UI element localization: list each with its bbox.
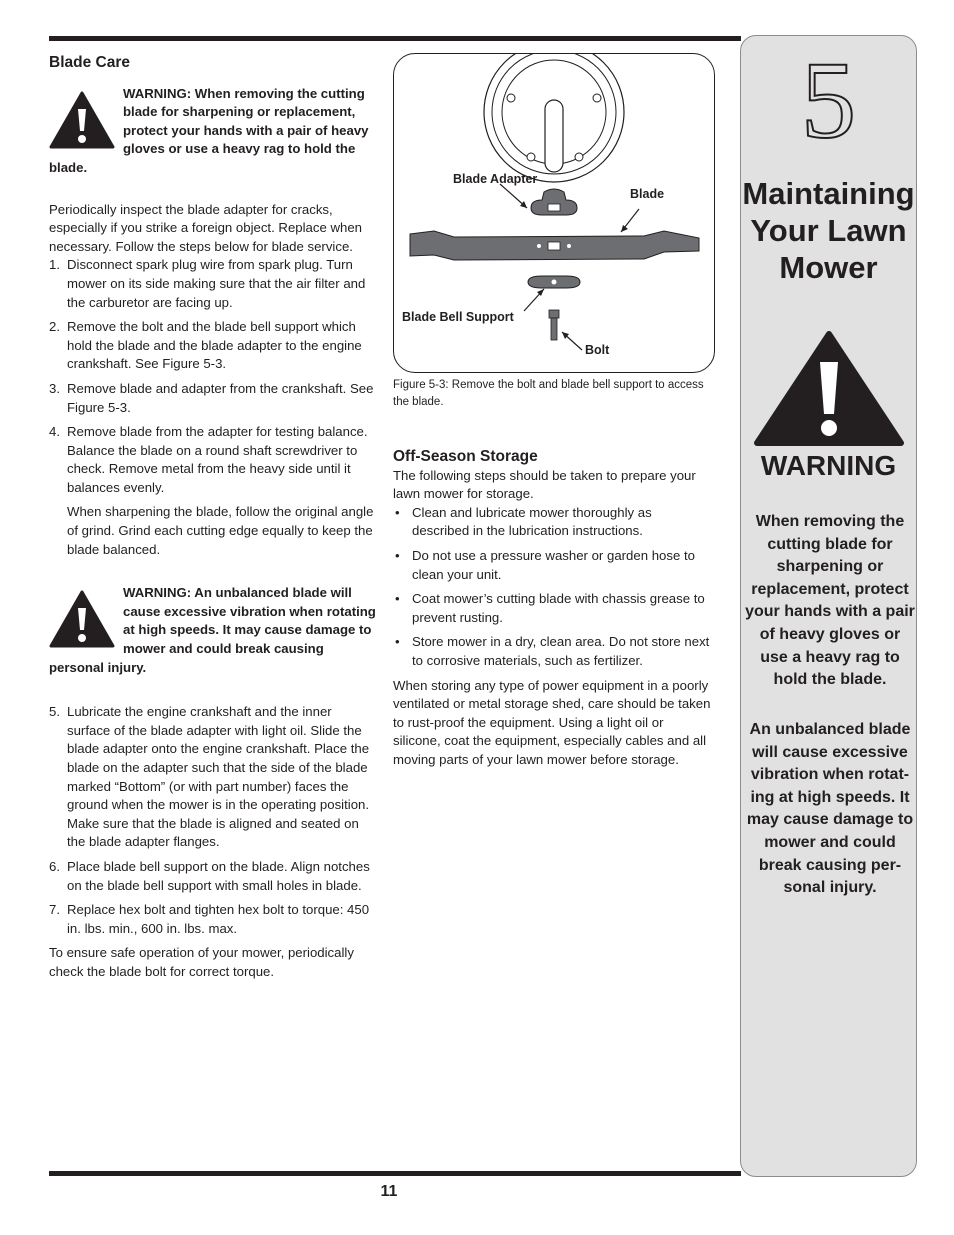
list-item xyxy=(49,901,377,938)
top-rule xyxy=(49,36,741,41)
blade-care-closing: To ensure safe operation of your mower, periodically check the blade bolt for correct torque. xyxy=(49,945,354,979)
chapter-title: Maintaining Your Lawn Mower xyxy=(742,176,915,285)
label-blade: Blade xyxy=(630,187,665,201)
figure-caption: Figure 5-3: Remove the bolt and blade bell support to access the blade. xyxy=(393,379,704,408)
section-heading-storage: Off-Season Storage xyxy=(393,448,538,465)
list-item: • Do not use a pressure washer or garden hose to clean your unit. xyxy=(393,547,711,584)
step-text: Replace hex bolt and tighten hex bolt to torque: 450 in. lbs. min., 600 in. lbs. max. xyxy=(67,902,370,936)
storage-intro: The following steps should be taken to prepare your lawn mower for storage. xyxy=(393,467,696,502)
list-item xyxy=(49,423,377,559)
step-text: Remove blade from the adapter for testing balance. Balance the blade on a round shaft screwdriver to check. Remove metal from the heavy side until it balances evenly. xyxy=(67,424,368,495)
warning-text-2: WARNING: An unbalanced blade will cause excessive vibration when rotating at high speeds. It may cause damage to mower and could break causing personal injury. xyxy=(49,585,376,675)
warning-triangle-icon xyxy=(49,91,115,149)
warning-text-1: WARNING: When removing the cutting blade for sharpening or replacement, protect your hands with a pair of heavy gloves or use a heavy rag to hold the blade. xyxy=(49,85,369,175)
step-text: Disconnect spark plug wire from spark plug. Turn mower on its side making sure that the air filter and the carburetor are facing up. xyxy=(67,257,366,310)
figure-5-3 xyxy=(393,53,715,373)
step-text: Lubricate the engine crankshaft and the inner surface of the blade adapter with light oil. Slide the blade adapter onto the engine crankshaft. Place the blade on the adapter such that the side of the blade marked “Bottom” (or with part number) faces the ground when the mower is in the operating position. Make sure that the blade is aligned and seated on the blade adapter flanges. xyxy=(67,704,370,850)
step-number: 4. xyxy=(49,424,60,440)
blade-diagram xyxy=(394,54,714,372)
page-number: 11 xyxy=(380,1183,398,1200)
bottom-rule xyxy=(49,1171,741,1176)
warning-triangle-icon xyxy=(49,590,115,648)
step-text: Remove blade and adapter from the crankshaft. See Figure 5-3. xyxy=(67,380,374,415)
sidebar-warning-label: WARNING xyxy=(760,450,897,481)
step-text: Remove the bolt and the blade bell support which hold the blade and the blade adapter to the engine crankshaft. See Figure 5-3. xyxy=(67,319,362,372)
list-item xyxy=(49,703,377,852)
blade-steps-list-b xyxy=(49,703,377,938)
step-number: 5. xyxy=(49,704,60,720)
storage-section xyxy=(393,448,711,770)
list-item xyxy=(49,858,377,895)
step-number: 7. xyxy=(49,902,60,918)
step-text: Place blade bell support on the blade. Align notches on the blade bell support with small holes in blade. xyxy=(67,858,370,893)
warning-block-2 xyxy=(49,584,377,677)
section-heading-blade-care: Blade Care xyxy=(49,54,130,71)
label-blade-adapter: Blade Adapter xyxy=(453,172,538,186)
step-number: 1. xyxy=(49,257,60,273)
sidebar-warning-text-1: When removing the cutting blade for sharpening or replacement, protect your hands with a pair of heavy gloves or use a heavy rag to hold the blade. xyxy=(745,513,915,689)
list-item xyxy=(49,318,377,374)
step-number: 3. xyxy=(49,380,60,396)
label-bolt: Bolt xyxy=(585,343,610,357)
warning-triangle-icon xyxy=(753,330,905,448)
label-blade-bell-support: Blade Bell Support xyxy=(402,310,514,324)
list-item: • Store mower in a dry, clean area. Do not store next to corrosive materials, such as fertilizer. xyxy=(393,633,711,670)
blade-care-intro: Periodically inspect the blade adapter for cracks, especially if you strike a foreign object. Replace when necessary. Follow the steps below for blade service. xyxy=(49,201,363,254)
blade-steps-list-a xyxy=(49,256,377,559)
warning-block-1 xyxy=(49,85,377,178)
storage-closing: When storing any type of power equipment in a poorly ventilated or metal storage shed, care should be taken to rust-proof the equipment. Using a light oil or silicone, coat the equipment, especially cables and all moving parts of your lawn mower before storage. xyxy=(393,677,711,767)
list-item: • Clean and lubricate mower thoroughly as described in the lubrication instructions. xyxy=(393,504,711,541)
step-4-subtext: When sharpening the blade, follow the original angle of grind. Grind each cutting edge equally to keep the blade balanced. xyxy=(67,504,374,557)
list-item: • Coat mower’s cutting blade with chassis grease to prevent rusting. xyxy=(393,590,711,627)
step-number: 6. xyxy=(49,858,60,874)
chapter-number: 5 xyxy=(801,39,856,161)
left-column xyxy=(49,54,377,982)
sidebar-warning-text-2: An unbalanced blade will cause excessive vibration when rotat-ing at high speeds. It may cause damage to mower and could break causing per-sonal injury. xyxy=(746,721,914,897)
step-number: 2. xyxy=(49,319,60,335)
list-item xyxy=(49,256,377,312)
list-item xyxy=(49,380,377,417)
storage-bullets xyxy=(393,504,711,671)
